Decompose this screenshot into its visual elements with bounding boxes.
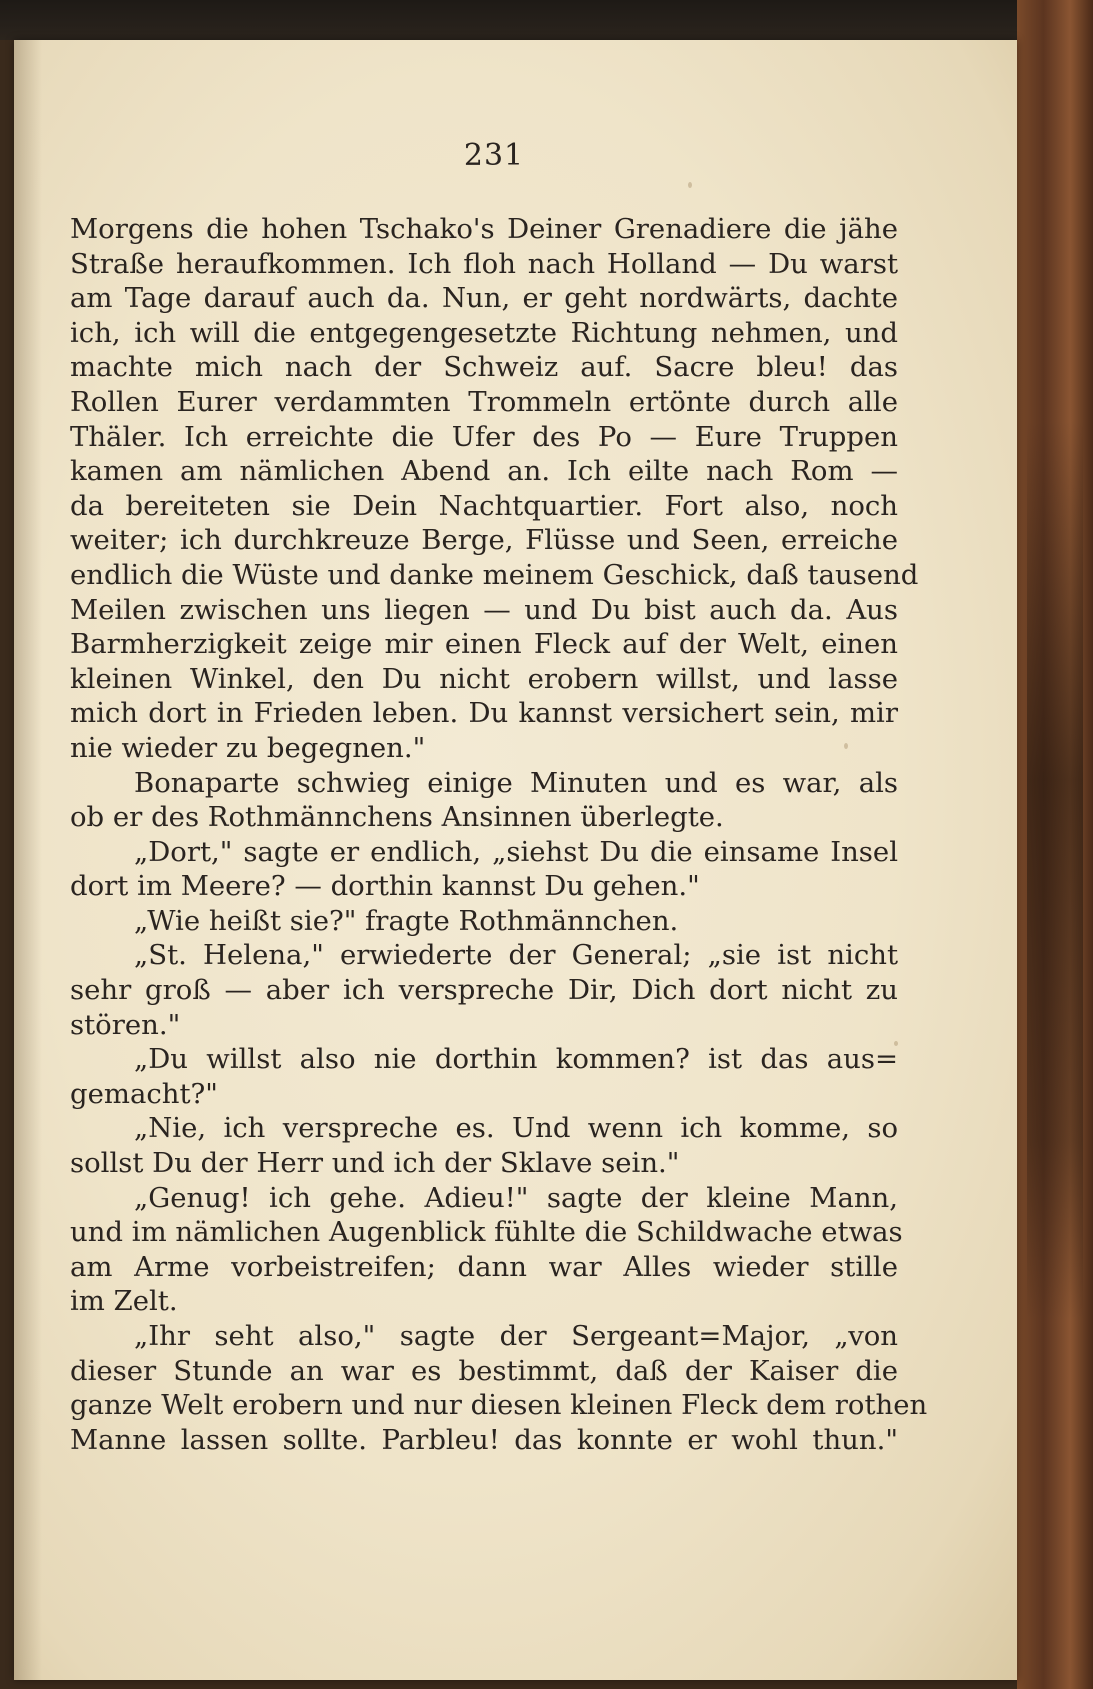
page-gutter (14, 40, 42, 1680)
text-line: „Ihr seht also," sagte der Sergeant=Major, „von (134, 1320, 898, 1352)
text-line: Straße heraufkommen. Ich floh nach Holland — Du warst (70, 247, 898, 280)
text-line: endlich die Wüste und danke meinem Geschick, daß tausend (70, 558, 919, 591)
text-line: „Wie heißt sie?" fragte Rothmännchen. (134, 904, 679, 937)
text-line: „St. Helena," erwiederte der General; „sie ist nicht (134, 939, 898, 972)
text-line: nie wieder zu begegnen." (70, 731, 426, 764)
text-line: im Zelt. (70, 1285, 178, 1318)
text-line: machte mich nach der Schweiz auf. Sacre bleu! das (70, 351, 898, 384)
cover-wear (1027, 420, 1083, 1320)
text-line: „Dort," sagte er endlich, „siehst Du die einsame Insel (134, 835, 898, 868)
text-line: dort im Meere? — dorthin kannst Du gehen." (70, 870, 700, 903)
text-line: „Du willst also nie dorthin kommen? ist das aus= (134, 1043, 898, 1076)
text-line: sehr groß — aber ich verspreche Dir, Dich dort nicht zu (70, 974, 898, 1007)
book-cover (1017, 0, 1093, 1689)
text-line: kleinen Winkel, den Du nicht erobern willst, und lasse (70, 662, 898, 695)
text-line: ob er des Rothmännchens Ansinnen überlegte. (70, 801, 724, 834)
text-line: weiter; ich durchkreuze Berge, Flüsse und Seen, erreiche (70, 524, 898, 557)
text-line: Morgens die hohen Tschako's Deiner Grenadiere die jähe (70, 213, 898, 245)
text-line: gemacht?" (70, 1077, 218, 1110)
backdrop (0, 0, 1093, 40)
text-line: kamen am nämlichen Abend an. Ich eilte nach Rom — (70, 455, 898, 488)
text-line: sollst Du der Herr und ich der Sklave sein." (70, 1147, 680, 1180)
page-number: 231 (463, 138, 525, 173)
text-line: mich dort in Frieden leben. Du kannst versichert sein, mir (70, 697, 898, 730)
text-line: am Tage darauf auch da. Nun, er geht nordwärts, dachte (70, 282, 898, 315)
text-line: Rollen Eurer verdammten Trommeln ertönte durch alle (70, 385, 898, 418)
text-line: Manne lassen sollte. Parbleu! das konnte er wohl thun." (70, 1423, 898, 1456)
text-line: stören." (70, 1008, 181, 1041)
text-line: Meilen zwischen uns liegen — und Du bist auch da. Aus (70, 593, 898, 626)
text-line: und im nämlichen Augenblick fühlte die Schildwache etwas (70, 1216, 903, 1249)
text-line: Thäler. Ich erreichte die Ufer des Po — Eure Truppen (70, 420, 898, 453)
text-line: dieser Stunde an war es bestimmt, daß der Kaiser die (70, 1354, 898, 1387)
text-line: Barmherzigkeit zeige mir einen Fleck auf der Welt, einen (70, 628, 898, 661)
text-line: am Arme vorbeistreifen; dann war Alles wieder stille (70, 1250, 898, 1283)
book-page (14, 40, 1017, 1680)
text-line: „Nie, ich verspreche es. Und wenn ich komme, so (134, 1112, 898, 1145)
paper-spot (688, 182, 692, 188)
text-line: ich, ich will die entgegengesetzte Richtung nehmen, und (70, 316, 898, 349)
text-line: „Genug! ich gehe. Adieu!" sagte der kleine Mann, (134, 1181, 898, 1214)
text-line: ganze Welt erobern und nur diesen kleinen Fleck dem rothen (70, 1389, 928, 1422)
text-line: Bonaparte schwieg einige Minuten und es war, als (134, 766, 898, 799)
text-line: da bereiteten sie Dein Nachtquartier. Fort also, noch (70, 489, 898, 522)
body-text (70, 212, 928, 1457)
